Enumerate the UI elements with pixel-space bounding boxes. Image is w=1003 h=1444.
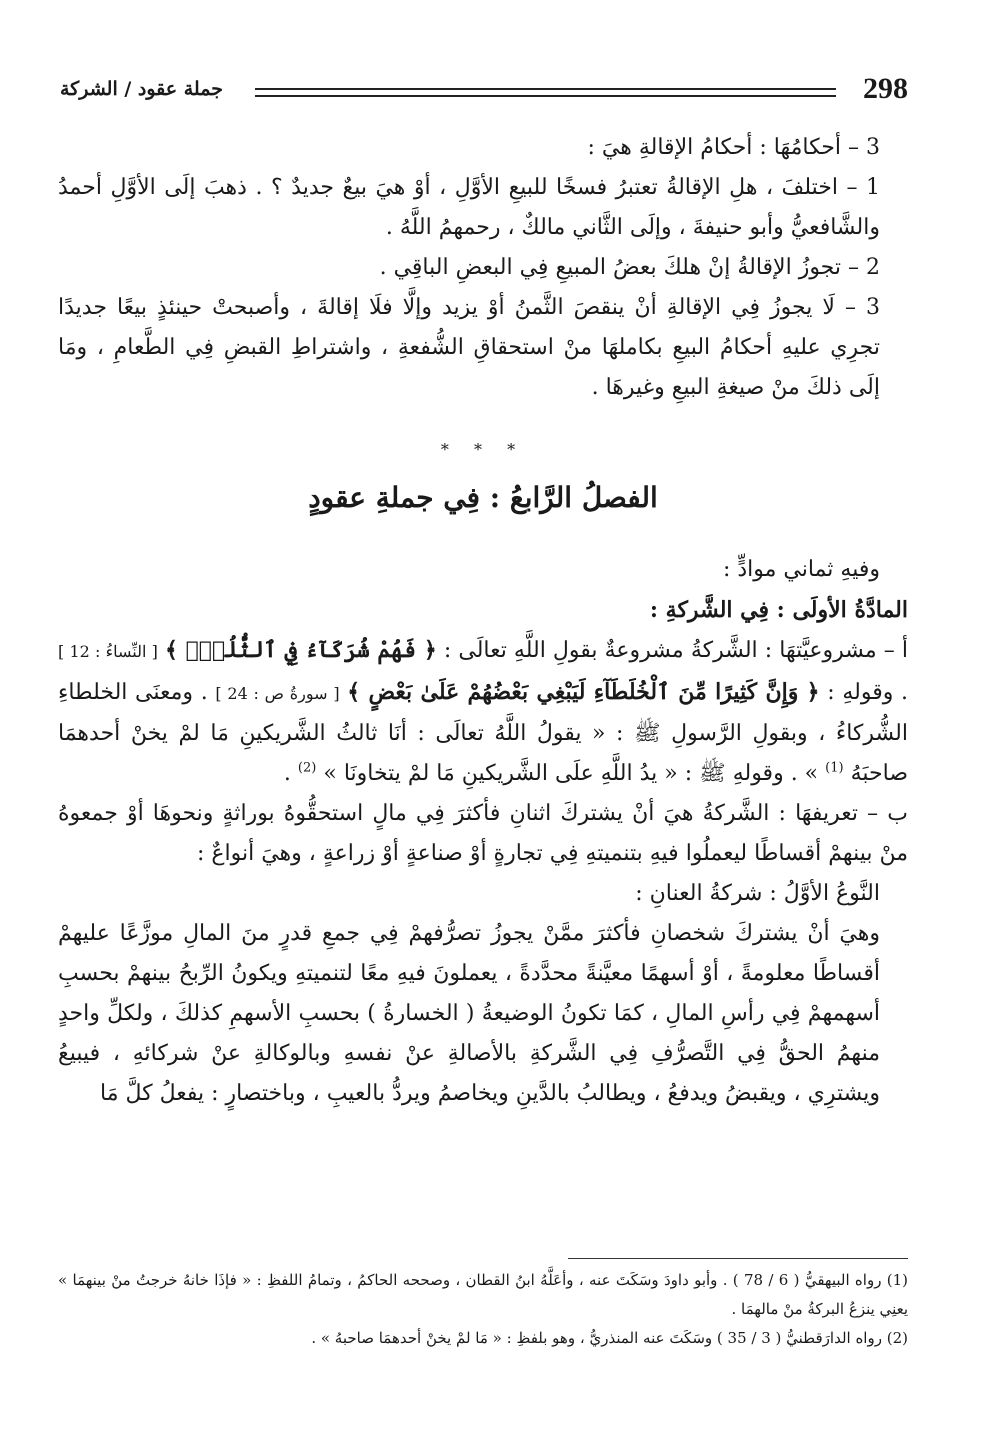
paragraph-ruling-1: 1 – اختلفَ ، هلِ الإقالةُ تعتبرُ فسخًا للبيعِ الأوَّلِ ، أوْ هيَ بيعٌ جديدٌ ؟ . ذهبَ إلَى الأوَّلِ أحمدُ والشَّافعيُّ وأبو حنيفةَ ، وإلَى الثَّاني مالكٌ ، رحمهمُ اللَّهُ . — [58, 175, 880, 240]
paragraph-ruling-3: 3 – لَا يجوزُ فِي الإقالةِ أنْ ينقصَ الثَّمنُ أوْ يزيد وإلَّا فلَا إقالةَ ، وأصبحتْ حينئذٍ بيعًا جديدًا تجرِي عليهِ أحكامُ البيعِ بكاملهَا منْ استحقاقِ الشُّفعةِ ، واشتراطِ القبضِ فِي الطَّعامِ ، ومَا إلَى ذلكَ منْ صيغةِ البيعِ وغيرهَا . — [58, 295, 880, 400]
legitimacy-text-d: » . وقولهِ ﷺ : « يدُ اللَّهِ علَى الشَّريكينِ مَا لمْ يتخاونَا » — [323, 761, 819, 786]
legitimacy-text-e: . — [283, 761, 291, 786]
legitimacy-text-b: . وقولهِ : — [827, 680, 908, 705]
footnote-marker-1[interactable]: (1) — [825, 760, 844, 776]
main-text — [58, 128, 908, 1114]
footnotes — [58, 1266, 908, 1353]
subheading-first-type: النَّوعُ الأوَّلُ : شركةُ العنانِ : — [635, 881, 880, 906]
article-title: المادَّةُ الأولَى : فِي الشَّركةِ : — [649, 597, 908, 623]
running-title: جملة عقود / الشركة — [60, 78, 223, 100]
footnote-2: (2) رواه الدارَقطنيُّ ( 3 / 35 ) وسَكَتَ عنه المنذريُّ ، وهو بلفظِ : « مَا لمْ يخنْ أحدهمَا صاحبهُ » . — [311, 1329, 908, 1347]
verse-reference-2: [ سورةُ ص : 24 ] — [215, 684, 340, 703]
page-header — [60, 70, 908, 116]
section-separator: * * * — [440, 440, 526, 459]
legitimacy-text-a: أ – مشروعيَّتهَا : الشَّركةُ مشروعةٌ بقولِ اللَّهِ تعالَى : — [443, 638, 909, 663]
chapter-intro: وفيهِ ثماني موادٍّ : — [722, 557, 880, 582]
paragraph-ruling-2: 2 – تجوزُ الإقالةُ إنْ هلكَ بعضُ المبيعِ فِي البعضِ الباقِي . — [379, 255, 880, 280]
header-double-rule — [255, 88, 836, 97]
paragraph-inan-partnership: وهيَ أنْ يشتركَ شخصانِ فأكثرَ ممَّنْ يجوزُ تصرُّفهمْ فِي جمعِ قدرٍ منَ المالِ موزَّعًا عليهمْ أقساطًا معلومةً ، أوْ أسهمًا معيَّنةً محدَّدةً ، يعملونَ فيهِ معًا لتنميتهِ ويكونُ الرِّبحُ بينهمْ بحسبِ أسهمهمْ فِي رأسِ المالِ ، كمَا تكونُ الوضيعةُ ( الخسارةُ ) بحسبِ الأسهمِ كذلكَ ، ولكلِّ واحدٍ منهمُ الحقُّ فِي التَّصرُّفِ فِي الشَّركةِ بالأصالةِ عنْ نفسهِ وبالوكالةِ عنْ شركائهِ ، فيبيعُ ويشترِي ، ويقبضُ ويدفعُ ، ويطالبُ بالدَّينِ ويخاصمُ ويردُّ بالعيبِ ، وباختصارٍ : يفعلُ كلَّ مَا — [58, 921, 880, 1106]
quran-verse-1: ﴿ فَهُمْ شُرَكَآءُ فِي ٱلثُّلُثِۚ ﴾ — [164, 637, 437, 663]
quran-verse-2: ﴿ وَإِنَّ كَثِيرًا مِّنَ ٱلْخُلَطَآءِ لَيَبْغِي بَعْضُهُمْ عَلَىٰ بَعْضٍ ﴾ — [347, 679, 820, 705]
legitimacy-text-c: . ومعنَى الخلطاءِ الشُّركاءُ ، وبقولِ الرَّسولِ ﷺ : « يقولُ اللَّهُ تعالَى : أنَا ثالثُ الشَّريكينِ مَا لمْ يخنْ أحدهمَا صاحبَهُ — [58, 680, 908, 786]
footnote-divider — [568, 1258, 908, 1259]
paragraph-definition: ب – تعريفهَا : الشَّركةُ هيَ أنْ يشتركَ اثنانِ فأكثرَ فِي مالٍ استحقُّوهُ بوراثةٍ ونحوهَا أوْ جمعوهُ منْ بينهمْ أقساطًا ليعملُوا فيهِ بتنميتهِ فِي تجارةٍ أوْ صناعةٍ أوْ زراعةٍ ، وهيَ أنواعٌ : — [58, 801, 908, 866]
footnote-marker-2[interactable]: (2) — [297, 760, 317, 776]
section-heading-rulings: 3 – أحكامُهَا : أحكامُ الإقالةِ هيَ : — [587, 135, 880, 160]
footnote-1: (1) رواه البيهقيُّ ( 6 / 78 ) . وأبو داودَ وسَكَتَ عنه ، وأعَلَّهُ ابنُ القطان ، وصححه الحاكمُ ، وتمامُ اللفظِ : « فإذَا خانهُ خرجتُ منْ بينهمَا » يعنِي ينزعُ البركةُ منْ مالهمَا . — [58, 1271, 909, 1318]
verse-reference-1: [ النِّساءُ : 12 ] — [58, 642, 158, 661]
paragraph-legitimacy — [58, 630, 908, 794]
page-number: 298 — [863, 72, 908, 105]
chapter-title: الفصلُ الرَّابعُ : فِي جملةِ عقودٍ — [308, 481, 658, 514]
